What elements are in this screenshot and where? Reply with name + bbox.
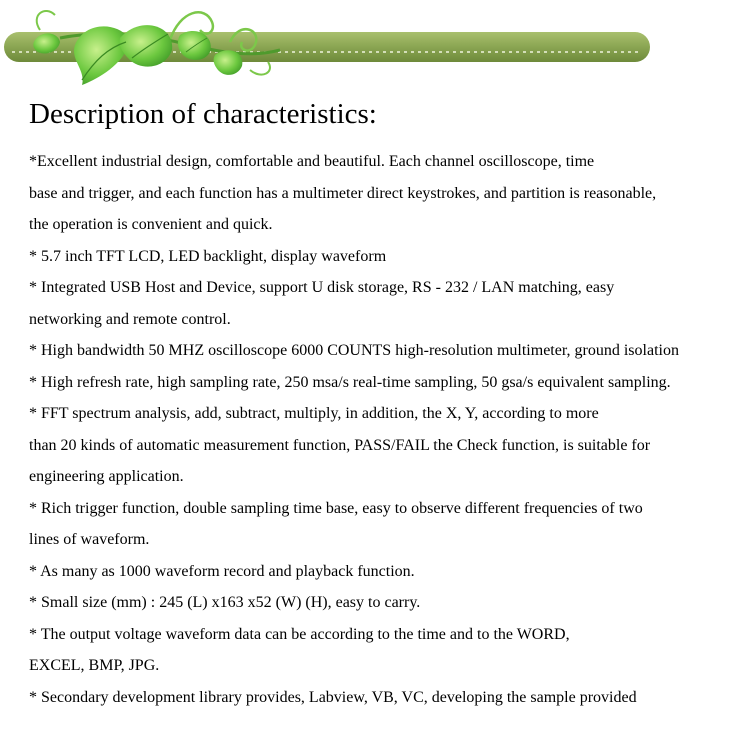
list-item: * Rich trigger function, double sampling time base, easy to observe different frequencies of two xyxy=(29,499,643,517)
list-item: * 5.7 inch TFT LCD, LED backlight, display waveform xyxy=(29,247,387,265)
list-item: * Secondary development library provides, Labview, VB, VC, developing the sample provided xyxy=(29,688,637,706)
list-item: * FFT spectrum analysis, add, subtract, multiply, in addition, the X, Y, according to more xyxy=(29,405,599,422)
list-item: * Integrated USB Host and Device, support U disk storage, RS - 232 / LAN matching, easy xyxy=(29,279,615,296)
page-title: Description of characteristics: xyxy=(29,98,377,130)
list-item: * Small size (mm) : 245 (L) x163 x52 (W) (H), easy to carry. xyxy=(29,594,421,611)
list-item: the operation is convenient and quick. xyxy=(29,216,273,233)
vine-banner xyxy=(0,0,750,95)
list-item: * High refresh rate, high sampling rate, 250 msa/s real-time sampling, 50 gsa/s equivalent sampling. xyxy=(29,373,671,391)
characteristics-list xyxy=(29,146,750,713)
list-item: base and trigger, and each function has a multimeter direct keystrokes, and partition is reasonable, xyxy=(29,184,657,202)
list-item: engineering application. xyxy=(29,468,184,485)
list-item: * The output voltage waveform data can be according to the time and to the WORD, xyxy=(29,625,570,643)
list-item: *Excellent industrial design, comfortable and beautiful. Each channel oscilloscope, time xyxy=(29,153,595,170)
list-item: networking and remote control. xyxy=(29,310,231,328)
list-item: than 20 kinds of automatic measurement function, PASS/FAIL the Check function, is suitable for xyxy=(29,436,651,454)
list-item: * As many as 1000 waveform record and playback function. xyxy=(29,562,415,580)
list-item: * High bandwidth 50 MHZ oscilloscope 6000 COUNTS high-resolution multimeter, ground isolation xyxy=(29,342,679,359)
list-item: lines of waveform. xyxy=(29,531,150,548)
list-item: EXCEL, BMP, JPG. xyxy=(29,657,160,674)
